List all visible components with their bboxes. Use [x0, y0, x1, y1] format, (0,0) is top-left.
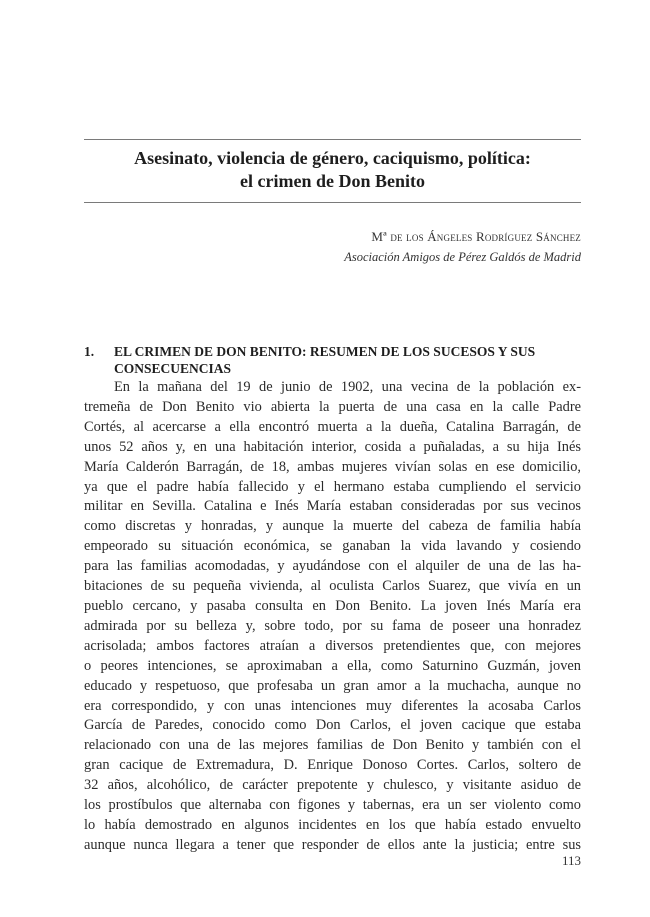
- body-line: ya que el padre había fallecido y el hermano estaba cumpliendo el servicio: [84, 478, 581, 495]
- title-line-2: el crimen de Don Benito: [240, 171, 425, 191]
- body-line: empeorado su situación económica, se ganaban la vida lavando y cosiendo: [84, 538, 581, 555]
- body-line: para las familias acomodadas, y ayudándose con el alquiler de una de las ha-: [84, 558, 581, 575]
- author-affiliation: Asociación Amigos de Pérez Galdós de Madrid: [344, 250, 581, 264]
- body-line: Cortés, al acercarse a ella encontró muerta a la dueña, Catalina Barragán, de: [84, 418, 581, 435]
- body-line: aunque nunca llegara a tener que responder de ellos ante la justicia; entre sus: [84, 836, 581, 853]
- page-number: 113: [561, 853, 581, 868]
- body-line: María Calderón Barragán, de 18, ambas mujeres vivían solas en ese domicilio,: [84, 458, 581, 475]
- body-line: militar en Sevilla. Catalina e Inés María estaban consideradas por sus vecinos: [84, 498, 581, 515]
- body-line: los prostíbulos que alternaba con figones y tabernas, era un ser violento como: [84, 797, 581, 814]
- body-line: lo había demostrado en algunos incidentes en los que había estado envuelto: [84, 816, 581, 833]
- section-heading-line-2: CONSECUENCIAS: [114, 361, 232, 376]
- body-line: educado y respetuoso, que profesaba un gran amor a la muchacha, aunque no: [84, 677, 581, 694]
- author-name: Mª de los Ángeles Rodríguez Sánchez: [371, 229, 581, 244]
- body-line: bitaciones de su pequeña vivienda, al oculista Carlos Suarez, que vivía en un: [84, 578, 581, 595]
- section-heading: [84, 343, 584, 377]
- body-line: acrisolada; ambos factores atraían a diversos pretendientes que, con mejores: [84, 637, 581, 654]
- title-bottom-rule: [84, 202, 581, 203]
- body-line: como discretas y honradas, y aunque la muerte del cabeza de familia había: [84, 518, 581, 535]
- body-line: admirada por su belleza y, sobre todo, por su fama de poseer una honradez: [84, 617, 581, 634]
- title-top-rule: [84, 139, 581, 140]
- body-line: García de Paredes, conocido como Don Carlos, el joven cacique que estaba: [84, 717, 581, 734]
- body-paragraph: [84, 378, 581, 856]
- body-line: unos 52 años y, en una habitación interior, cosida a puñaladas, a su hija Inés: [84, 438, 581, 455]
- body-line: 32 años, alcohólico, de carácter prepotente y chulesco, y visitante asiduo de: [84, 777, 581, 794]
- title-line-1: Asesinato, violencia de género, caciquismo, política:: [134, 148, 531, 168]
- article-title: [84, 147, 581, 193]
- body-line: gran cacique de Extremadura, D. Enrique Donoso Cortes. Carlos, soltero de: [84, 757, 581, 774]
- section-number: 1.: [84, 344, 95, 359]
- body-line: era correspondido, y con unas intenciones muy diferentes la acosaba Carlos: [84, 697, 581, 714]
- section-heading-line-1: EL CRIMEN DE DON BENITO: RESUMEN DE LOS SUCESOS Y SUS: [114, 344, 536, 359]
- body-line: relacionado con una de las mejores familias de Don Benito y también con el: [84, 737, 581, 754]
- body-line: En la mañana del 19 de junio de 1902, una vecina de la población ex-: [114, 379, 581, 395]
- body-line: tremeña de Don Benito vio abierta la puerta de una casa en la calle Padre: [84, 398, 581, 415]
- body-line: pueblo cercano, y pasaba consulta en Don Benito. La joven Inés María era: [84, 597, 581, 614]
- body-line: o peores intenciones, se aproximaban a ella, como Saturnino Guzmán, joven: [84, 657, 581, 674]
